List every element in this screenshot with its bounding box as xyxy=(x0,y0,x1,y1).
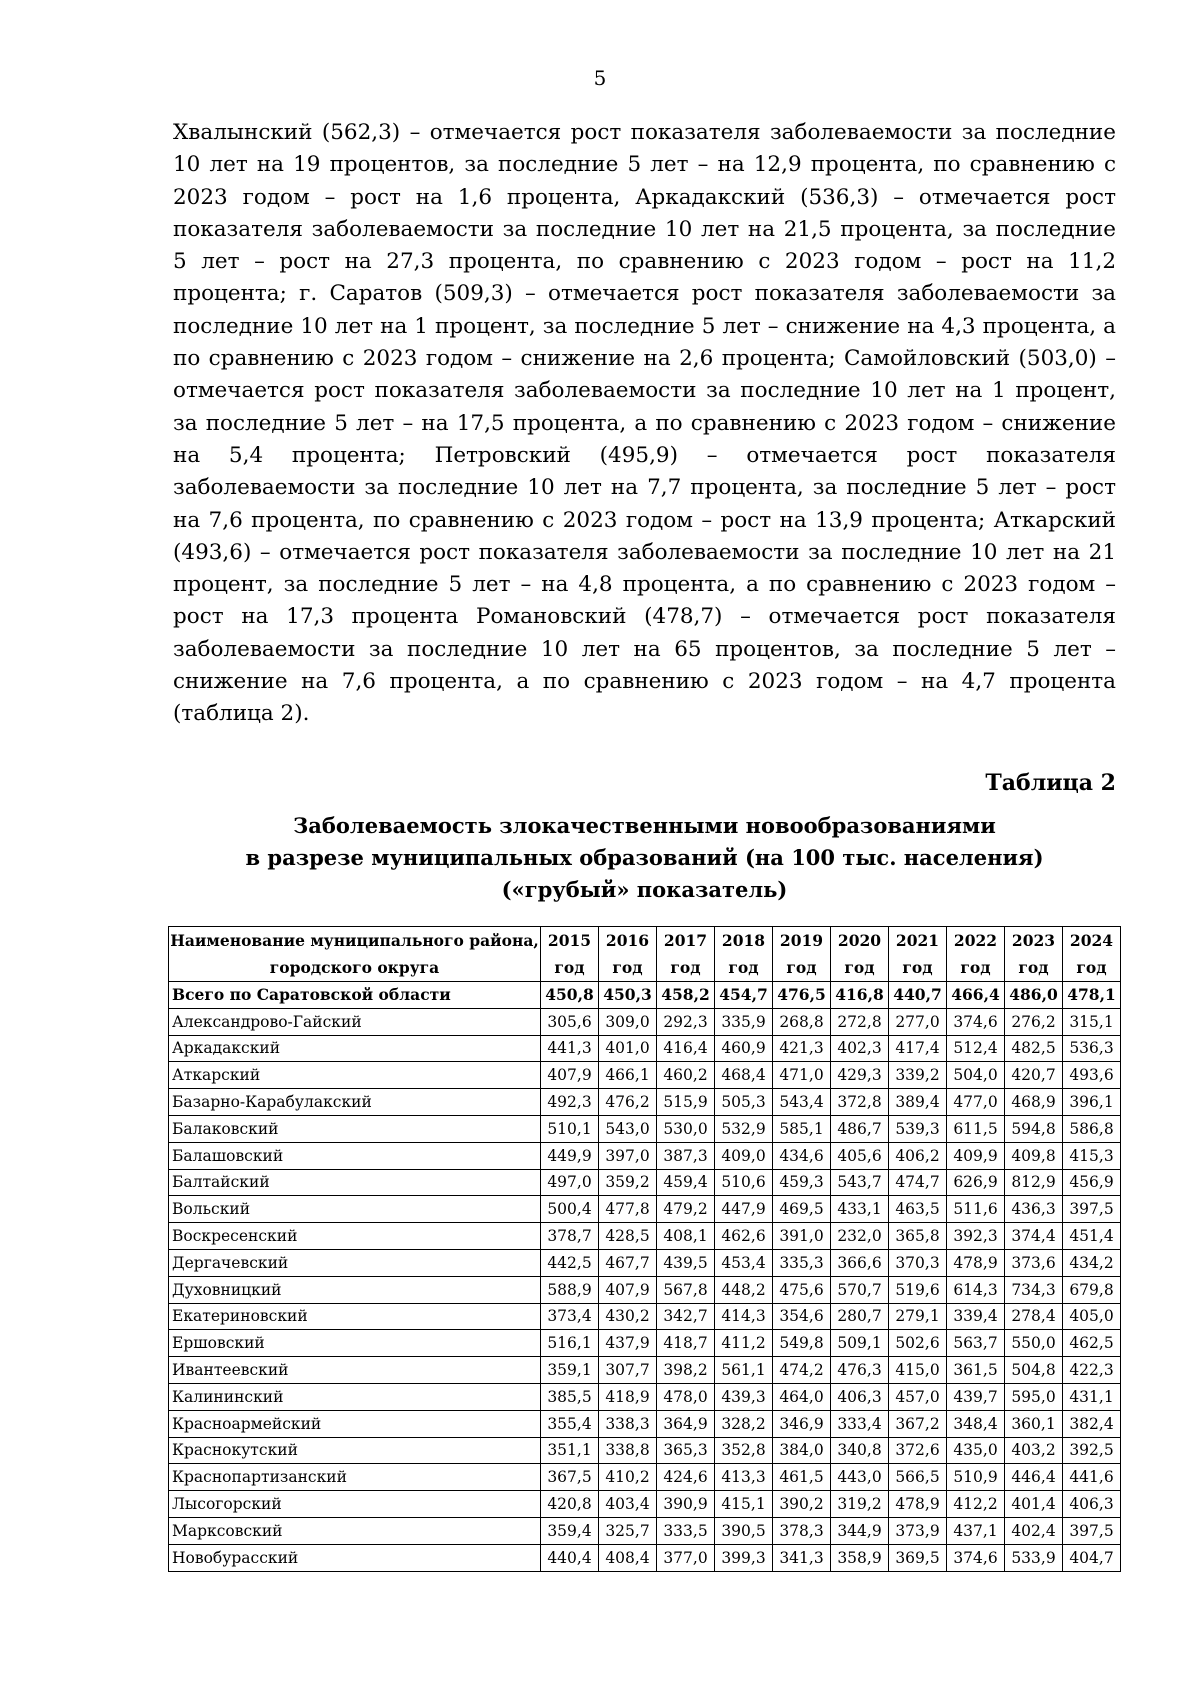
row-value: 415,3 xyxy=(1063,1142,1121,1169)
row-value: 378,3 xyxy=(773,1517,831,1544)
row-value: 409,0 xyxy=(715,1142,773,1169)
row-name: Красноармейский xyxy=(169,1410,541,1437)
row-value: 232,0 xyxy=(831,1223,889,1250)
row-name: Балтайский xyxy=(169,1169,541,1196)
row-value: 391,0 xyxy=(773,1223,831,1250)
row-value: 352,8 xyxy=(715,1437,773,1464)
row-value: 533,9 xyxy=(1005,1544,1063,1571)
table-row xyxy=(169,1115,1121,1142)
row-value: 500,4 xyxy=(541,1196,599,1223)
row-value: 384,0 xyxy=(773,1437,831,1464)
row-value: 456,9 xyxy=(1063,1169,1121,1196)
row-value: 385,5 xyxy=(541,1383,599,1410)
row-value: 402,3 xyxy=(831,1035,889,1062)
row-value: 459,4 xyxy=(657,1169,715,1196)
row-value: 497,0 xyxy=(541,1169,599,1196)
row-name: Вольский xyxy=(169,1196,541,1223)
row-value: 397,0 xyxy=(599,1142,657,1169)
row-value: 502,6 xyxy=(889,1330,947,1357)
row-value: 403,4 xyxy=(599,1491,657,1518)
row-value: 405,6 xyxy=(831,1142,889,1169)
row-value: 342,7 xyxy=(657,1303,715,1330)
row-value: 416,4 xyxy=(657,1035,715,1062)
row-value: 504,8 xyxy=(1005,1357,1063,1384)
row-value: 396,1 xyxy=(1063,1089,1121,1116)
row-value: 374,6 xyxy=(947,1008,1005,1035)
row-name: Марксовский xyxy=(169,1517,541,1544)
row-value: 276,2 xyxy=(1005,1008,1063,1035)
row-value: 447,9 xyxy=(715,1196,773,1223)
row-value: 474,2 xyxy=(773,1357,831,1384)
row-value: 478,1 xyxy=(1063,982,1121,1009)
row-value: 340,8 xyxy=(831,1437,889,1464)
table-row xyxy=(169,1410,1121,1437)
row-value: 315,1 xyxy=(1063,1008,1121,1035)
table-row xyxy=(169,1196,1121,1223)
row-value: 348,4 xyxy=(947,1410,1005,1437)
row-value: 439,5 xyxy=(657,1249,715,1276)
row-value: 397,5 xyxy=(1063,1196,1121,1223)
row-value: 397,5 xyxy=(1063,1517,1121,1544)
row-value: 351,1 xyxy=(541,1437,599,1464)
row-value: 504,0 xyxy=(947,1062,1005,1089)
row-value: 406,2 xyxy=(889,1142,947,1169)
row-value: 378,7 xyxy=(541,1223,599,1250)
row-value: 464,0 xyxy=(773,1383,831,1410)
row-value: 478,0 xyxy=(657,1383,715,1410)
row-value: 476,2 xyxy=(599,1089,657,1116)
row-value: 468,9 xyxy=(1005,1089,1063,1116)
row-value: 439,3 xyxy=(715,1383,773,1410)
row-value: 278,4 xyxy=(1005,1303,1063,1330)
row-value: 373,6 xyxy=(1005,1249,1063,1276)
row-value: 436,3 xyxy=(1005,1196,1063,1223)
row-value: 377,0 xyxy=(657,1544,715,1571)
table-row xyxy=(169,1383,1121,1410)
row-value: 389,4 xyxy=(889,1089,947,1116)
row-value: 404,7 xyxy=(1063,1544,1121,1571)
row-value: 441,6 xyxy=(1063,1464,1121,1491)
row-value: 439,7 xyxy=(947,1383,1005,1410)
row-value: 420,8 xyxy=(541,1491,599,1518)
row-value: 365,3 xyxy=(657,1437,715,1464)
row-name: Балашовский xyxy=(169,1142,541,1169)
row-value: 532,9 xyxy=(715,1115,773,1142)
row-value: 509,1 xyxy=(831,1330,889,1357)
row-value: 478,9 xyxy=(947,1249,1005,1276)
row-value: 416,8 xyxy=(831,982,889,1009)
header-year: 2022 год xyxy=(947,927,1005,982)
row-value: 387,3 xyxy=(657,1142,715,1169)
row-value: 530,0 xyxy=(657,1115,715,1142)
row-value: 335,9 xyxy=(715,1008,773,1035)
row-value: 462,6 xyxy=(715,1223,773,1250)
row-name: Екатериновский xyxy=(169,1303,541,1330)
row-value: 359,2 xyxy=(599,1169,657,1196)
row-name: Лысогорский xyxy=(169,1491,541,1518)
table-row xyxy=(169,1276,1121,1303)
row-value: 319,2 xyxy=(831,1491,889,1518)
header-year: 2018 год xyxy=(715,927,773,982)
row-value: 420,7 xyxy=(1005,1062,1063,1089)
table-total-row xyxy=(169,982,1121,1009)
row-value: 409,8 xyxy=(1005,1142,1063,1169)
header-year: 2021 год xyxy=(889,927,947,982)
row-value: 450,8 xyxy=(541,982,599,1009)
row-value: 411,2 xyxy=(715,1330,773,1357)
row-value: 399,3 xyxy=(715,1544,773,1571)
row-value: 451,4 xyxy=(1063,1223,1121,1250)
row-value: 421,3 xyxy=(773,1035,831,1062)
row-value: 424,6 xyxy=(657,1464,715,1491)
row-name: Новобурасский xyxy=(169,1544,541,1571)
row-value: 413,3 xyxy=(715,1464,773,1491)
row-value: 460,9 xyxy=(715,1035,773,1062)
row-value: 561,1 xyxy=(715,1357,773,1384)
row-value: 493,6 xyxy=(1063,1062,1121,1089)
row-value: 539,3 xyxy=(889,1115,947,1142)
row-value: 510,6 xyxy=(715,1169,773,1196)
row-name: Ершовский xyxy=(169,1330,541,1357)
row-value: 614,3 xyxy=(947,1276,1005,1303)
row-value: 307,7 xyxy=(599,1357,657,1384)
row-name: Балаковский xyxy=(169,1115,541,1142)
row-value: 486,7 xyxy=(831,1115,889,1142)
row-name: Базарно-Карабулакский xyxy=(169,1089,541,1116)
row-value: 594,8 xyxy=(1005,1115,1063,1142)
row-value: 415,0 xyxy=(889,1357,947,1384)
row-value: 437,1 xyxy=(947,1517,1005,1544)
row-value: 412,2 xyxy=(947,1491,1005,1518)
row-value: 346,9 xyxy=(773,1410,831,1437)
row-value: 519,6 xyxy=(889,1276,947,1303)
row-value: 516,1 xyxy=(541,1330,599,1357)
row-name: Ивантеевский xyxy=(169,1357,541,1384)
row-name: Краснокутский xyxy=(169,1437,541,1464)
row-value: 492,3 xyxy=(541,1089,599,1116)
row-value: 366,6 xyxy=(831,1249,889,1276)
row-value: 566,5 xyxy=(889,1464,947,1491)
row-value: 453,4 xyxy=(715,1249,773,1276)
table-row xyxy=(169,1008,1121,1035)
row-value: 372,8 xyxy=(831,1089,889,1116)
row-value: 359,1 xyxy=(541,1357,599,1384)
table-row xyxy=(169,1089,1121,1116)
row-value: 374,4 xyxy=(1005,1223,1063,1250)
table-caption xyxy=(173,810,1116,906)
row-value: 428,5 xyxy=(599,1223,657,1250)
row-value: 475,6 xyxy=(773,1276,831,1303)
row-value: 407,9 xyxy=(541,1062,599,1089)
row-value: 550,0 xyxy=(1005,1330,1063,1357)
row-value: 408,4 xyxy=(599,1544,657,1571)
row-value: 450,3 xyxy=(599,982,657,1009)
header-year: 2024 год xyxy=(1063,927,1121,982)
row-value: 588,9 xyxy=(541,1276,599,1303)
table-row xyxy=(169,1437,1121,1464)
row-name: Калининский xyxy=(169,1383,541,1410)
row-value: 418,7 xyxy=(657,1330,715,1357)
table-row xyxy=(169,1062,1121,1089)
row-value: 482,5 xyxy=(1005,1035,1063,1062)
row-value: 358,9 xyxy=(831,1544,889,1571)
row-value: 339,4 xyxy=(947,1303,1005,1330)
row-value: 433,1 xyxy=(831,1196,889,1223)
body-paragraph: Хвалынский (562,3) – отмечается рост показателя заболеваемости за последние 10 лет на 19 процентов, за последние 5 лет – на 12,9 процента, по сравнению с 2023 годом – рост на 1,6 процента, Аркадакский (536,3) – отмечается рост показателя заболеваемости за последние 10 лет на 21,5 процента, за последние 5 лет – рост на 27,3 процента, по сравнению с 2023 годом – рост на 11,2 процента; г. Саратов (509,3) – отмечается рост показателя заболеваемости за последние 10 лет на 1 процент, за последние 5 лет – снижение на 4,3 процента, а по сравнению с 2023 годом – снижение на 2,6 процента; Самойловский (503,0) – отмечается рост показателя заболеваемости за последние 10 лет на 1 процент, за последние 5 лет – на 17,5 процента, а по сравнению с 2023 годом – снижение на 5,4 процента; Петровский (495,9) – отмечается рост показателя заболеваемости за последние 10 лет на 7,7 процента, за последние 5 лет – рост на 7,6 процента, по сравнению с 2023 годом – рост на 13,9 процента; Аткарский (493,6) – отмечается рост показателя заболеваемости за последние 10 лет на 21 процент, за последние 5 лет – на 4,8 процента, а по сравнению с 2023 годом – рост на 17,3 процента Романовский (478,7) – отмечается рост показателя заболеваемости за последние 10 лет на 65 процентов, за последние 5 лет – снижение на 7,6 процента, а по сравнению с 2023 годом – на 4,7 процента (таблица 2). xyxy=(173,120,1116,727)
row-value: 398,2 xyxy=(657,1357,715,1384)
table-row xyxy=(169,1142,1121,1169)
row-value: 448,2 xyxy=(715,1276,773,1303)
table-label: Таблица 2 xyxy=(985,770,1116,796)
row-value: 409,9 xyxy=(947,1142,1005,1169)
row-value: 333,5 xyxy=(657,1517,715,1544)
row-name: Александрово-Гайский xyxy=(169,1008,541,1035)
row-value: 477,0 xyxy=(947,1089,1005,1116)
row-value: 459,3 xyxy=(773,1169,831,1196)
row-value: 364,9 xyxy=(657,1410,715,1437)
row-value: 586,8 xyxy=(1063,1115,1121,1142)
row-value: 626,9 xyxy=(947,1169,1005,1196)
row-value: 476,3 xyxy=(831,1357,889,1384)
header-year: 2020 год xyxy=(831,927,889,982)
table-row xyxy=(169,1544,1121,1571)
header-year: 2019 год xyxy=(773,927,831,982)
row-value: 410,2 xyxy=(599,1464,657,1491)
row-name: Аркадакский xyxy=(169,1035,541,1062)
table-row xyxy=(169,1330,1121,1357)
row-value: 407,9 xyxy=(599,1276,657,1303)
table-row xyxy=(169,1357,1121,1384)
row-value: 372,6 xyxy=(889,1437,947,1464)
row-value: 611,5 xyxy=(947,1115,1005,1142)
header-year: 2017 год xyxy=(657,927,715,982)
row-value: 328,2 xyxy=(715,1410,773,1437)
row-value: 305,6 xyxy=(541,1008,599,1035)
row-value: 390,2 xyxy=(773,1491,831,1518)
row-value: 434,2 xyxy=(1063,1249,1121,1276)
row-value: 280,7 xyxy=(831,1303,889,1330)
row-value: 279,1 xyxy=(889,1303,947,1330)
row-value: 406,3 xyxy=(831,1383,889,1410)
caption-line-3: («грубый» показатель) xyxy=(501,877,788,902)
table-row xyxy=(169,1517,1121,1544)
row-name: Воскресенский xyxy=(169,1223,541,1250)
row-value: 454,7 xyxy=(715,982,773,1009)
row-value: 325,7 xyxy=(599,1517,657,1544)
row-value: 405,0 xyxy=(1063,1303,1121,1330)
row-value: 460,2 xyxy=(657,1062,715,1089)
row-value: 471,0 xyxy=(773,1062,831,1089)
row-value: 462,5 xyxy=(1063,1330,1121,1357)
incidence-table xyxy=(168,926,1121,1572)
row-name: Аткарский xyxy=(169,1062,541,1089)
row-value: 367,2 xyxy=(889,1410,947,1437)
row-value: 443,0 xyxy=(831,1464,889,1491)
row-value: 505,3 xyxy=(715,1089,773,1116)
row-value: 361,5 xyxy=(947,1357,1005,1384)
row-value: 401,4 xyxy=(1005,1491,1063,1518)
row-value: 359,4 xyxy=(541,1517,599,1544)
row-value: 478,9 xyxy=(889,1491,947,1518)
row-value: 515,9 xyxy=(657,1089,715,1116)
row-value: 441,3 xyxy=(541,1035,599,1062)
header-name: Наименование муниципального района, городского округа xyxy=(169,927,541,982)
header-year: 2016 год xyxy=(599,927,657,982)
row-value: 333,4 xyxy=(831,1410,889,1437)
row-name: Дергачевский xyxy=(169,1249,541,1276)
row-value: 512,4 xyxy=(947,1035,1005,1062)
row-value: 431,1 xyxy=(1063,1383,1121,1410)
row-value: 543,4 xyxy=(773,1089,831,1116)
row-value: 338,3 xyxy=(599,1410,657,1437)
row-value: 466,1 xyxy=(599,1062,657,1089)
row-value: 417,4 xyxy=(889,1035,947,1062)
row-value: 390,9 xyxy=(657,1491,715,1518)
row-value: 373,9 xyxy=(889,1517,947,1544)
row-value: 595,0 xyxy=(1005,1383,1063,1410)
row-value: 437,9 xyxy=(599,1330,657,1357)
row-value: 430,2 xyxy=(599,1303,657,1330)
row-value: 367,5 xyxy=(541,1464,599,1491)
row-value: 585,1 xyxy=(773,1115,831,1142)
row-value: 415,1 xyxy=(715,1491,773,1518)
table-row xyxy=(169,1464,1121,1491)
row-value: 476,5 xyxy=(773,982,831,1009)
table-row xyxy=(169,1169,1121,1196)
table-header-row xyxy=(169,927,1121,982)
table-row xyxy=(169,1491,1121,1518)
row-value: 510,9 xyxy=(947,1464,1005,1491)
row-value: 467,7 xyxy=(599,1249,657,1276)
row-value: 344,9 xyxy=(831,1517,889,1544)
row-value: 549,8 xyxy=(773,1330,831,1357)
row-value: 446,4 xyxy=(1005,1464,1063,1491)
row-value: 536,3 xyxy=(1063,1035,1121,1062)
row-value: 369,5 xyxy=(889,1544,947,1571)
row-value: 392,3 xyxy=(947,1223,1005,1250)
row-value: 292,3 xyxy=(657,1008,715,1035)
row-value: 479,2 xyxy=(657,1196,715,1223)
row-value: 442,5 xyxy=(541,1249,599,1276)
row-value: 370,3 xyxy=(889,1249,947,1276)
row-name: Духовницкий xyxy=(169,1276,541,1303)
row-value: 463,5 xyxy=(889,1196,947,1223)
row-value: 457,0 xyxy=(889,1383,947,1410)
row-value: 570,7 xyxy=(831,1276,889,1303)
row-value: 469,5 xyxy=(773,1196,831,1223)
row-value: 360,1 xyxy=(1005,1410,1063,1437)
row-value: 382,4 xyxy=(1063,1410,1121,1437)
caption-line-2: в разрезе муниципальных образований (на 100 тыс. населения) xyxy=(245,845,1044,870)
row-value: 374,6 xyxy=(947,1544,1005,1571)
row-value: 429,3 xyxy=(831,1062,889,1089)
row-value: 392,5 xyxy=(1063,1437,1121,1464)
row-value: 440,7 xyxy=(889,982,947,1009)
table-row xyxy=(169,1223,1121,1250)
row-value: 309,0 xyxy=(599,1008,657,1035)
header-year: 2015 год xyxy=(541,927,599,982)
row-value: 272,8 xyxy=(831,1008,889,1035)
row-value: 390,5 xyxy=(715,1517,773,1544)
row-value: 543,0 xyxy=(599,1115,657,1142)
caption-line-1: Заболеваемость злокачественными новообразованиями xyxy=(293,813,996,838)
row-value: 403,2 xyxy=(1005,1437,1063,1464)
row-value: 408,1 xyxy=(657,1223,715,1250)
row-value: 474,7 xyxy=(889,1169,947,1196)
row-value: 543,7 xyxy=(831,1169,889,1196)
row-value: 373,4 xyxy=(541,1303,599,1330)
table-row xyxy=(169,1303,1121,1330)
row-value: 341,3 xyxy=(773,1544,831,1571)
row-value: 277,0 xyxy=(889,1008,947,1035)
row-value: 268,8 xyxy=(773,1008,831,1035)
row-value: 355,4 xyxy=(541,1410,599,1437)
page-number: 5 xyxy=(593,66,607,90)
row-value: 365,8 xyxy=(889,1223,947,1250)
row-value: 335,3 xyxy=(773,1249,831,1276)
row-value: 402,4 xyxy=(1005,1517,1063,1544)
row-value: 354,6 xyxy=(773,1303,831,1330)
row-value: 461,5 xyxy=(773,1464,831,1491)
row-value: 468,4 xyxy=(715,1062,773,1089)
row-value: 339,2 xyxy=(889,1062,947,1089)
row-value: 401,0 xyxy=(599,1035,657,1062)
row-value: 458,2 xyxy=(657,982,715,1009)
row-value: 406,3 xyxy=(1063,1491,1121,1518)
row-value: 486,0 xyxy=(1005,982,1063,1009)
row-value: 477,8 xyxy=(599,1196,657,1223)
row-value: 440,4 xyxy=(541,1544,599,1571)
row-value: 466,4 xyxy=(947,982,1005,1009)
table-row xyxy=(169,1249,1121,1276)
row-value: 511,6 xyxy=(947,1196,1005,1223)
table-row xyxy=(169,1035,1121,1062)
row-value: 812,9 xyxy=(1005,1169,1063,1196)
row-value: 567,8 xyxy=(657,1276,715,1303)
row-value: 510,1 xyxy=(541,1115,599,1142)
row-name: Краснопартизанский xyxy=(169,1464,541,1491)
row-value: 414,3 xyxy=(715,1303,773,1330)
row-value: 434,6 xyxy=(773,1142,831,1169)
header-year: 2023 год xyxy=(1005,927,1063,982)
row-value: 422,3 xyxy=(1063,1357,1121,1384)
row-value: 449,9 xyxy=(541,1142,599,1169)
row-value: 435,0 xyxy=(947,1437,1005,1464)
row-value: 338,8 xyxy=(599,1437,657,1464)
row-value: 734,3 xyxy=(1005,1276,1063,1303)
row-value: 418,9 xyxy=(599,1383,657,1410)
row-value: 679,8 xyxy=(1063,1276,1121,1303)
row-name: Всего по Саратовской области xyxy=(169,982,541,1009)
row-value: 563,7 xyxy=(947,1330,1005,1357)
